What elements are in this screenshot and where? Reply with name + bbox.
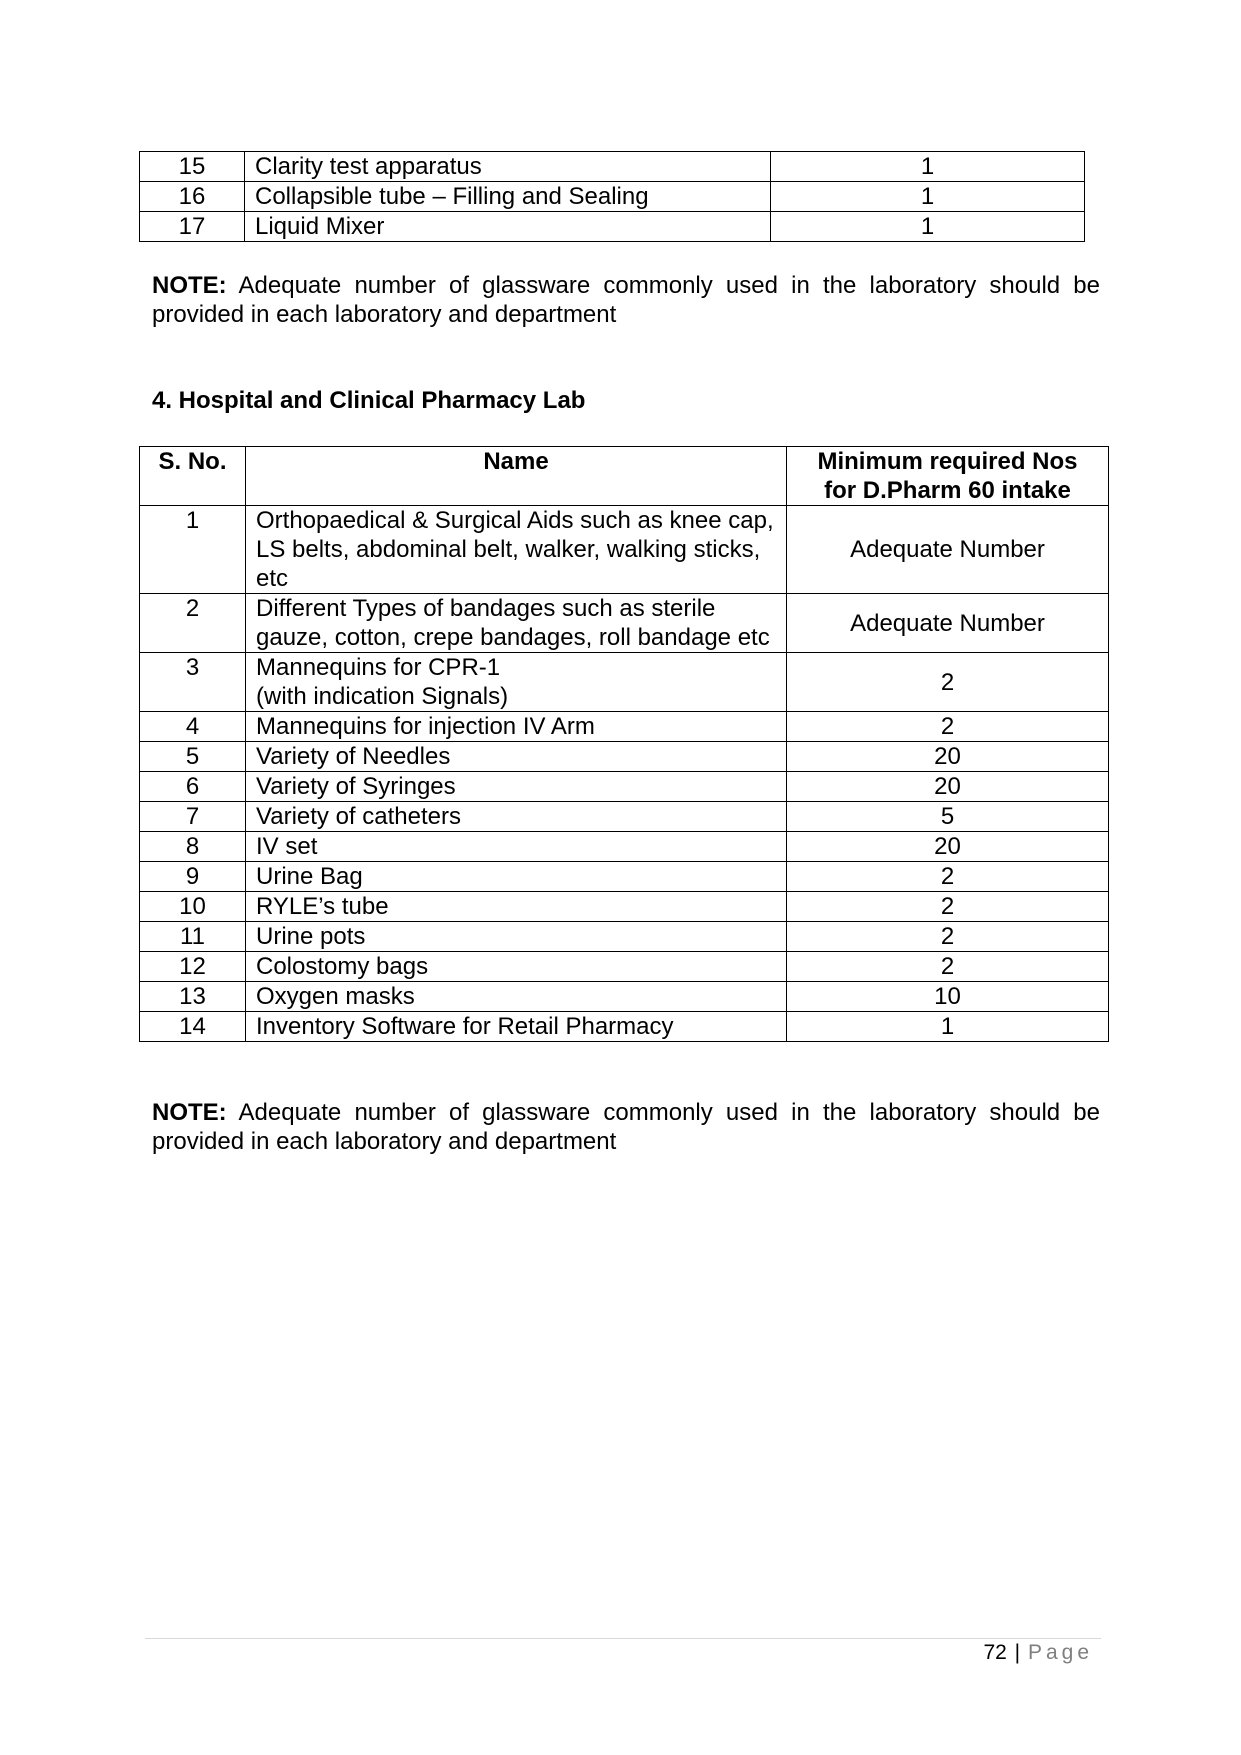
serial-number-cell: 16 — [140, 182, 245, 212]
table-row — [140, 892, 1109, 922]
table-row — [140, 1012, 1109, 1042]
footer-divider — [145, 1638, 1101, 1639]
item-name-cell: Colostomy bags — [246, 952, 787, 982]
serial-number-cell: 6 — [140, 772, 246, 802]
note-label: NOTE: — [152, 1099, 227, 1126]
table-row — [140, 506, 1109, 594]
item-name-cell: Inventory Software for Retail Pharmacy — [246, 1012, 787, 1042]
quantity-cell: 1 — [771, 152, 1085, 182]
table-row — [140, 212, 1085, 242]
note-text: Adequate number of glassware commonly used in the laboratory should be provided in each laboratory and department — [152, 1099, 1100, 1155]
serial-number-cell: 14 — [140, 1012, 246, 1042]
item-name-cell: Urine Bag — [246, 862, 787, 892]
table-row — [140, 802, 1109, 832]
quantity-cell: 1 — [771, 212, 1085, 242]
table-row — [140, 862, 1109, 892]
table-row — [140, 742, 1109, 772]
serial-number-cell: 1 — [140, 506, 246, 594]
serial-number-cell: 2 — [140, 594, 246, 653]
serial-number-cell: 8 — [140, 832, 246, 862]
quantity-cell: 1 — [787, 1012, 1109, 1042]
item-name-cell: Urine pots — [246, 922, 787, 952]
page-number: 72 — [983, 1641, 1007, 1664]
item-name-cell: Liquid Mixer — [245, 212, 771, 242]
table-row — [140, 182, 1085, 212]
header-serial-number: S. No. — [140, 447, 246, 506]
table-row — [140, 772, 1109, 802]
quantity-cell: 2 — [787, 952, 1109, 982]
equipment-table-continued — [139, 151, 1085, 242]
item-name-cell: RYLE’s tube — [246, 892, 787, 922]
header-minimum-required-line-2: for D.Pharm 60 intake — [824, 477, 1071, 504]
item-name-cell: Variety of catheters — [246, 802, 787, 832]
quantity-cell: 2 — [787, 922, 1109, 952]
table-row — [140, 653, 1109, 712]
quantity-cell: 10 — [787, 982, 1109, 1012]
item-name-cell: Orthopaedical & Surgical Aids such as knee cap, LS belts, abdominal belt, walker, walking sticks, etc — [246, 506, 787, 594]
item-name-cell: Mannequins for injection IV Arm — [246, 712, 787, 742]
table-row — [140, 952, 1109, 982]
item-name-cell — [246, 653, 787, 712]
header-minimum-required-line-1: Minimum required Nos — [817, 448, 1078, 475]
note-label: NOTE: — [152, 272, 227, 299]
quantity-cell: Adequate Number — [787, 594, 1109, 653]
item-name-cell: Clarity test apparatus — [245, 152, 771, 182]
serial-number-cell: 7 — [140, 802, 246, 832]
page-footer — [983, 1640, 1093, 1666]
item-name-cell: IV set — [246, 832, 787, 862]
quantity-cell: 20 — [787, 742, 1109, 772]
table-row — [140, 982, 1109, 1012]
note-paragraph — [152, 271, 1100, 329]
item-name-line-2: (with indication Signals) — [256, 683, 509, 710]
quantity-cell: 1 — [771, 182, 1085, 212]
serial-number-cell: 4 — [140, 712, 246, 742]
quantity-cell: 20 — [787, 832, 1109, 862]
serial-number-cell: 15 — [140, 152, 245, 182]
serial-number-cell: 9 — [140, 862, 246, 892]
quantity-cell: 2 — [787, 712, 1109, 742]
item-name-cell: Variety of Needles — [246, 742, 787, 772]
quantity-cell: 2 — [787, 892, 1109, 922]
note-paragraph — [152, 1098, 1100, 1156]
table-row — [140, 712, 1109, 742]
serial-number-cell: 13 — [140, 982, 246, 1012]
table-row — [140, 152, 1085, 182]
quantity-cell: Adequate Number — [787, 506, 1109, 594]
serial-number-cell: 3 — [140, 653, 246, 712]
serial-number-cell: 11 — [140, 922, 246, 952]
item-name-line-1: Mannequins for CPR-1 — [256, 654, 501, 681]
hospital-clinical-pharmacy-lab-table — [139, 446, 1109, 1042]
quantity-cell: 20 — [787, 772, 1109, 802]
quantity-cell: 2 — [787, 862, 1109, 892]
section-heading: 4. Hospital and Clinical Pharmacy Lab — [152, 387, 586, 414]
item-name-cell: Collapsible tube – Filling and Sealing — [245, 182, 771, 212]
table-row — [140, 832, 1109, 862]
footer-separator: | — [1014, 1641, 1021, 1664]
serial-number-cell: 17 — [140, 212, 245, 242]
table-row — [140, 594, 1109, 653]
item-name-cell: Oxygen masks — [246, 982, 787, 1012]
table-row — [140, 922, 1109, 952]
header-minimum-required — [787, 447, 1109, 506]
serial-number-cell: 5 — [140, 742, 246, 772]
item-name-cell: Variety of Syringes — [246, 772, 787, 802]
page-label: Page — [1027, 1641, 1093, 1664]
serial-number-cell: 12 — [140, 952, 246, 982]
table-header-row — [140, 447, 1109, 506]
quantity-cell: 5 — [787, 802, 1109, 832]
note-text: Adequate number of glassware commonly used in the laboratory should be provided in each laboratory and department — [152, 272, 1100, 328]
serial-number-cell: 10 — [140, 892, 246, 922]
item-name-cell: Different Types of bandages such as sterile gauze, cotton, crepe bandages, roll bandage etc — [246, 594, 787, 653]
header-name: Name — [246, 447, 787, 506]
quantity-cell: 2 — [787, 653, 1109, 712]
